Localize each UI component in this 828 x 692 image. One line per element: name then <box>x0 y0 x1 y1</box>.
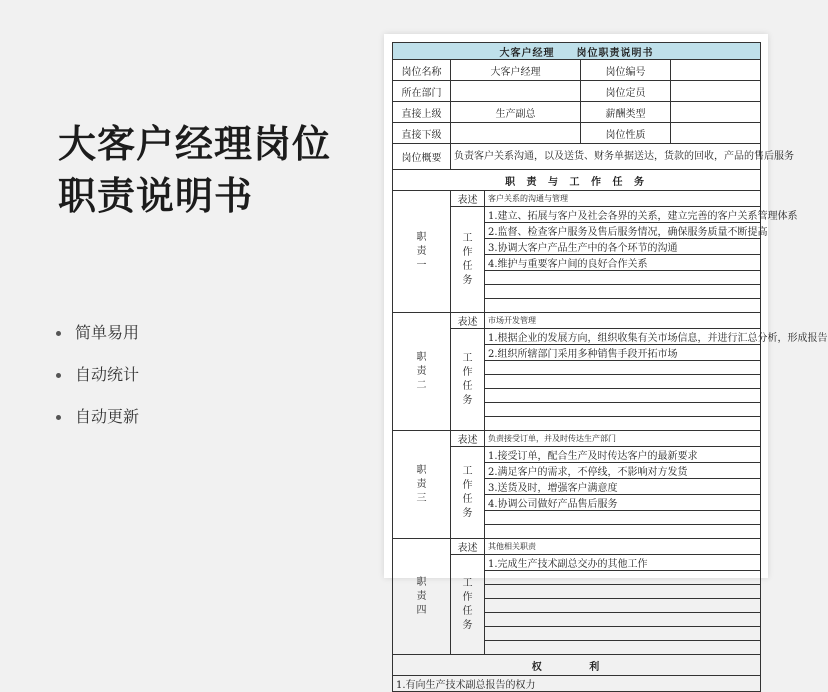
task-item: 1.根据企业的发展方向，组织收集有关市场信息，并进行汇总分析，形成报告 <box>485 329 761 345</box>
biaoshu-label: 表述 <box>451 191 485 207</box>
title-line-2: 职责说明书 <box>58 174 254 218</box>
duty-header-row <box>393 431 761 447</box>
task-item <box>485 361 761 375</box>
task-item <box>485 641 761 655</box>
task-item <box>485 585 761 599</box>
task-item: 3.送货及时，增强客户满意度 <box>485 479 761 495</box>
task-item: 2.满足客户的需求，不停线，不影响对方发货 <box>485 463 761 479</box>
nature-label: 岗位性质 <box>581 123 671 144</box>
document-preview <box>384 34 828 691</box>
task-item <box>485 417 761 431</box>
task-label: 工 作 任 务 <box>451 329 485 431</box>
task-item <box>485 389 761 403</box>
task-item: 1.接受订单，配合生产及时传达客户的最新要求 <box>485 447 761 463</box>
post-name-value: 大客户经理 <box>451 60 581 81</box>
task-item <box>485 299 761 313</box>
duty-description: 其他相关职责 <box>485 539 761 555</box>
duty-header-row <box>393 191 761 207</box>
task-item <box>485 375 761 389</box>
salary-value <box>671 102 761 123</box>
feature-item: 简单易用 <box>56 312 139 354</box>
task-label: 工 作 任 务 <box>451 555 485 655</box>
rights-title-row <box>393 655 761 676</box>
summary-value: 负责客户关系沟通，以及送货、财务单据送达，货款的回收，产品的售后服务 <box>451 144 761 170</box>
staff-label: 岗位定员 <box>581 81 671 102</box>
task-item: 1.建立、拓展与客户及社会各界的关系，建立完善的客户关系管理体系 <box>485 207 761 223</box>
title-line-1: 大客户经理岗位 <box>58 122 332 166</box>
subordinate-value <box>451 123 581 144</box>
page-title <box>58 118 378 222</box>
task-item: 2.组织所辖部门采用多种销售手段开拓市场 <box>485 345 761 361</box>
task-label: 工 作 任 务 <box>451 447 485 539</box>
left-panel <box>58 118 378 222</box>
task-item <box>485 613 761 627</box>
task-item <box>485 599 761 613</box>
biaoshu-label: 表述 <box>451 539 485 555</box>
task-item: 2.监督、检查客户服务及售后服务情况，确保服务质量不断提高 <box>485 223 761 239</box>
task-item: 4.协调公司做好产品售后服务 <box>485 495 761 511</box>
salary-label: 薪酬类型 <box>581 102 671 123</box>
dept-value <box>451 81 581 102</box>
job-description-table <box>392 42 828 692</box>
task-item <box>485 627 761 641</box>
duty-description: 市场开发管理 <box>485 313 761 329</box>
bullet-icon <box>56 331 61 336</box>
bullet-icon <box>56 415 61 420</box>
bullet-icon <box>56 373 61 378</box>
duty-name: 职 责 四 <box>393 539 451 655</box>
task-item <box>485 511 761 525</box>
duty-name: 职 责 三 <box>393 431 451 539</box>
task-item <box>485 403 761 417</box>
duty-name: 职 责 一 <box>393 191 451 313</box>
superior-value: 生产副总 <box>451 102 581 123</box>
task-label: 工 作 任 务 <box>451 207 485 313</box>
feature-item: 自动更新 <box>56 396 139 438</box>
rights-section-title: 权 利 <box>393 655 761 676</box>
duty-name: 职 责 二 <box>393 313 451 431</box>
duty-description: 客户关系的沟通与管理 <box>485 191 761 207</box>
feature-list <box>56 312 139 438</box>
duty-header-row <box>393 539 761 555</box>
subordinate-label: 直接下级 <box>393 123 451 144</box>
duties-section-title: 职 责 与 工 作 任 务 <box>393 170 761 191</box>
task-item: 4.维护与重要客户间的良好合作关系 <box>485 255 761 271</box>
superior-label: 直接上级 <box>393 102 451 123</box>
rights-item: 1.有向生产技术副总报告的权力 <box>393 676 761 692</box>
task-item <box>485 525 761 539</box>
duty-description: 负责接受订单，并及时传达生产部门 <box>485 431 761 447</box>
rights-row <box>393 676 761 692</box>
document-title: 大客户经理 岗位职责说明书 <box>393 43 761 60</box>
dept-label: 所在部门 <box>393 81 451 102</box>
feature-item: 自动统计 <box>56 354 139 396</box>
biaoshu-label: 表述 <box>451 313 485 329</box>
staff-value <box>671 81 761 102</box>
post-no-label: 岗位编号 <box>581 60 671 81</box>
task-item: 1.完成生产技术副总交办的其他工作 <box>485 555 761 571</box>
summary-label: 岗位概要 <box>393 144 451 170</box>
post-name-label: 岗位名称 <box>393 60 451 81</box>
task-item <box>485 285 761 299</box>
task-item: 3.协调大客户产品生产中的各个环节的沟通 <box>485 239 761 255</box>
task-item <box>485 571 761 585</box>
post-no-value <box>671 60 761 81</box>
biaoshu-label: 表述 <box>451 431 485 447</box>
task-item <box>485 271 761 285</box>
duty-header-row <box>393 313 761 329</box>
nature-value <box>671 123 761 144</box>
